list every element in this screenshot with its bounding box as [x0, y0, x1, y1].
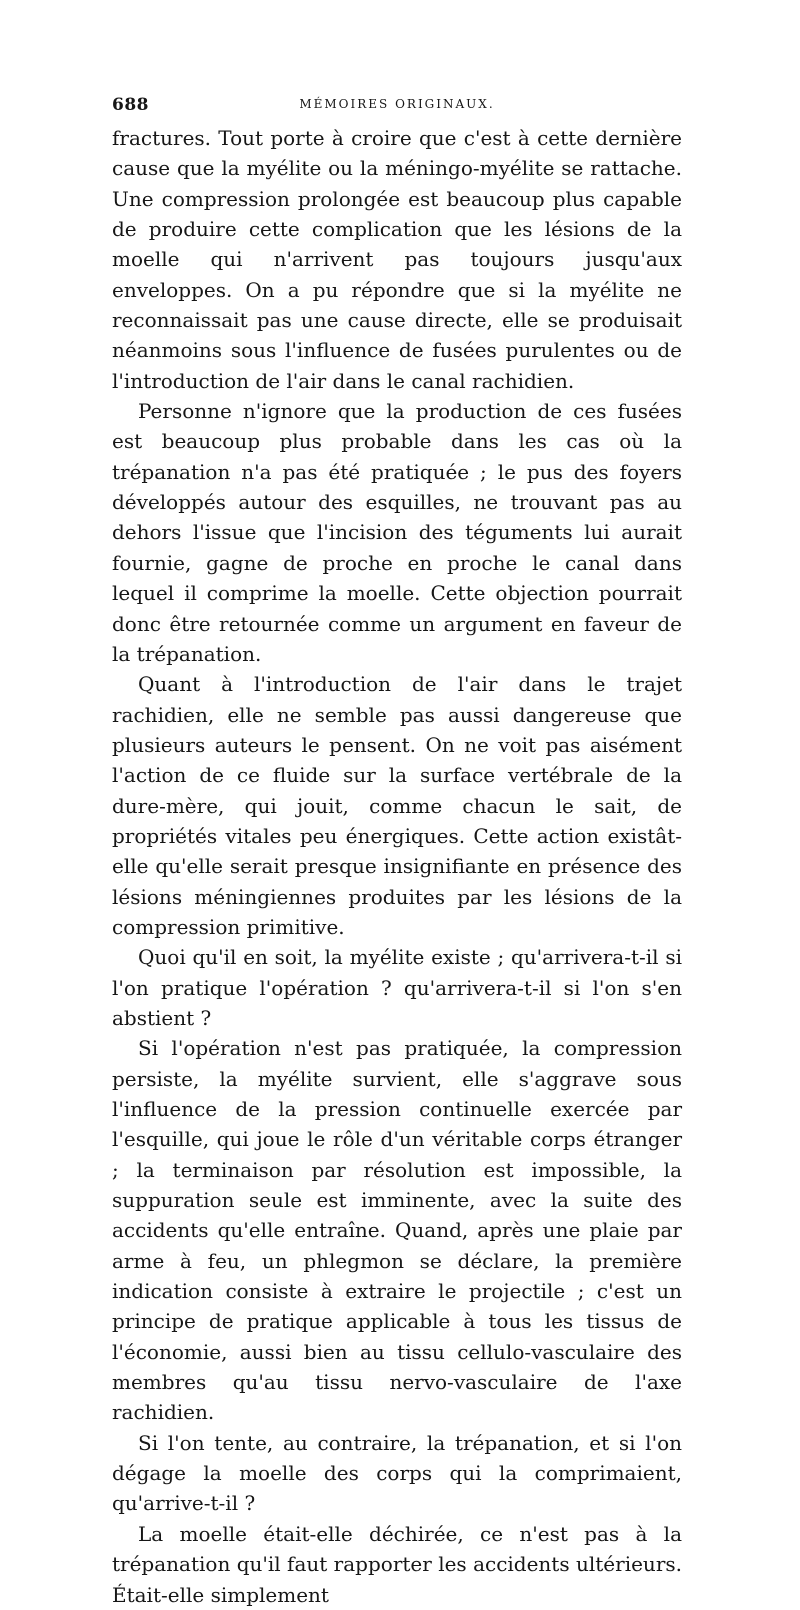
running-head	[112, 95, 682, 123]
book-page	[112, 95, 682, 1610]
paragraph-1: fractures. Tout porte à croire que c'est à cette dernière cause que la myélite ou la méningo-myélite se rattache. Une compression prolongée est beaucoup plus capable de produire cette complication que les lésions de la moelle qui n'arrivent pas toujours jusqu'aux enveloppes. On a pu répondre que si la myélite ne reconnaissait pas une cause directe, elle se produisait néanmoins sous l'influence de fusées purulentes ou de l'introduction de l'air dans le canal rachidien.	[112, 126, 682, 393]
paragraph-3: Quant à l'introduction de l'air dans le trajet rachidien, elle ne semble pas aussi dangereuse que plusieurs auteurs le pensent. On ne voit pas aisément l'action de ce fluide sur la surface vertébrale de la dure-mère, qui jouit, comme chacun le sait, de propriétés vitales peu énergiques. Cette action existât-elle qu'elle serait presque insignifiante en présence des lésions méningiennes produites par les lésions de la compression primitive.	[112, 672, 682, 939]
running-title: MÉMOIRES ORIGINAUX.	[299, 97, 495, 111]
paragraph-4: Quoi qu'il en soit, la myélite existe ; qu'arrivera-t-il si l'on pratique l'opération ? qu'arrivera-t-il si l'on s'en abstient ?	[112, 945, 682, 1030]
body-text	[112, 123, 682, 1610]
paragraph-7: La moelle était-elle déchirée, ce n'est pas à la trépanation qu'il faut rapporter les accidents ultérieurs. Était-elle simplement	[112, 1521, 682, 1607]
paragraph-5: Si l'opération n'est pas pratiquée, la compression persiste, la myélite survient, elle s'aggrave sous l'influence de la pression continuelle exercée par l'esquille, qui joue le rôle d'un véritable corps étranger ; la terminaison par résolution est impossible, la suppuration seule est imminente, avec la suite des accidents qu'elle entraîne. Quand, après une plaie par arme à feu, un phlegmon se déclare, la première indication consiste à extraire le projectile ; c'est un principe de pratique applicable à tous les tissus de l'économie, aussi bien au tissu cellulo-vasculaire des membres qu'au tissu nervo-vasculaire de l'axe rachidien.	[112, 1036, 682, 1425]
paragraph-6: Si l'on tente, au contraire, la trépanation, et si l'on dégage la moelle des corps qui la comprimaient, qu'arrive-t-il ?	[112, 1430, 682, 1516]
page-number: 688	[112, 95, 149, 115]
paragraph-2: Personne n'ignore que la production de ces fusées est beaucoup plus probable dans les cas où la trépanation n'a pas été pratiquée ; le pus des foyers développés autour des esquilles, ne trouvant pas au dehors l'issue que l'incision des téguments lui aurait fournie, gagne de proche en proche le canal dans lequel il comprime la moelle. Cette objection pourrait donc être retournée comme un argument en faveur de la trépanation.	[112, 399, 682, 666]
